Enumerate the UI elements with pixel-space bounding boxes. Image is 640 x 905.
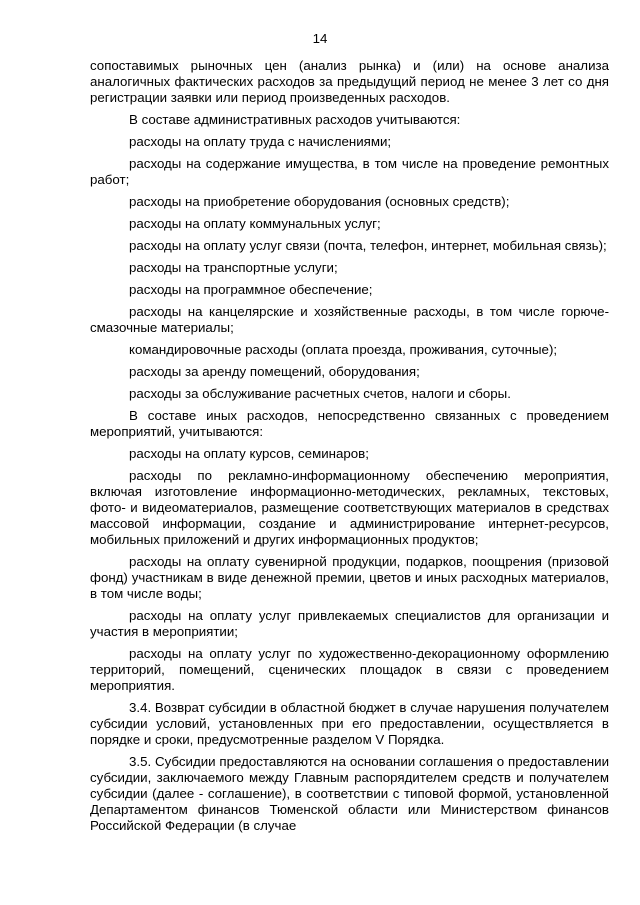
list-item: командировочные расходы (оплата проезда, проживания, суточные); bbox=[129, 342, 558, 357]
list-item: расходы на оплату услуг связи (почта, телефон, интернет, мобильная связь); bbox=[129, 238, 607, 253]
list-item: расходы на транспортные услуги; bbox=[129, 260, 338, 275]
section-paragraph-3-4: 3.4. Возврат субсидии в областной бюджет в случае нарушения получателем субсидии условий, установленных при его предоставлении, осуществляется в порядке и сроки, предусмотренные разделом V Порядка. bbox=[90, 700, 609, 747]
list-item: расходы на канцелярские и хозяйственные расходы, в том числе горюче-смазочные материалы; bbox=[90, 304, 609, 335]
list-item: расходы на оплату сувенирной продукции, подарков, поощрения (призовой фонд) участникам в виде денежной премии, цветов и иных расходных материалов, в том числе воды; bbox=[90, 554, 609, 601]
list-item: расходы на оплату коммунальных услуг; bbox=[129, 216, 381, 231]
paragraph: В составе иных расходов, непосредственно связанных с проведением мероприятий, учитываются: bbox=[90, 408, 609, 439]
list-item: расходы на оплату труда с начислениями; bbox=[129, 134, 392, 149]
list-item: расходы на оплату курсов, семинаров; bbox=[129, 446, 369, 461]
list-item: расходы на программное обеспечение; bbox=[129, 282, 373, 297]
paragraph: В составе административных расходов учитываются: bbox=[129, 112, 461, 127]
page-number: 14 bbox=[312, 31, 328, 46]
document-body bbox=[90, 58, 609, 840]
paragraph: сопоставимых рыночных цен (анализ рынка) и (или) на основе анализа аналогичных фактических расходов за предыдущий период не менее 3 лет со дня регистрации заявки или период произведенных расходов. bbox=[90, 58, 609, 105]
list-item: расходы на оплату услуг привлекаемых специалистов для организации и участия в мероприятии; bbox=[90, 608, 609, 639]
list-item: расходы за обслуживание расчетных счетов, налоги и сборы. bbox=[129, 386, 511, 401]
section-paragraph-3-5: 3.5. Субсидии предоставляются на основании соглашения о предоставлении субсидии, заключаемого между Главным распорядителем средств и получателем субсидии (далее - соглашение), в соответствии с типовой формой, установленной Департаментом финансов Тюменской области или Министерством финансов Российской Федерации (в случае bbox=[90, 754, 609, 833]
list-item: расходы по рекламно-информационному обеспечению мероприятия, включая изготовление информационно-методических, рекламных, текстовых, фото- и видеоматериалов, размещение соответствующих материалов в средствах массовой информации, создание и администрирование интернет-ресурсов, мобильных приложений и других информационных продуктов; bbox=[90, 468, 609, 547]
list-item: расходы на приобретение оборудования (основных средств); bbox=[129, 194, 510, 209]
list-item: расходы на оплату услуг по художественно-декорационному оформлению территорий, помещений, сценических площадок в связи с проведением мероприятия. bbox=[90, 646, 609, 693]
list-item: расходы на содержание имущества, в том числе на проведение ремонтных работ; bbox=[90, 156, 609, 187]
list-item: расходы за аренду помещений, оборудования; bbox=[129, 364, 420, 379]
